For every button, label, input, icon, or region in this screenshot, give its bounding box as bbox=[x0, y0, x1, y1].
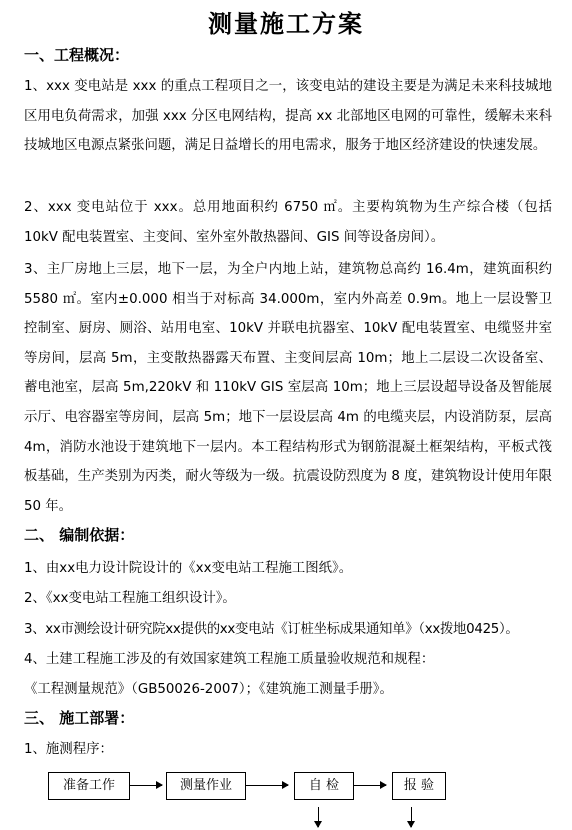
basis-item-5: 《工程测量规范》（GB50026-2007）；《建筑施工测量手册》。 bbox=[24, 682, 393, 697]
flow-step-prepare: 准备工作 bbox=[48, 772, 130, 800]
flow-step-report: 报 验 bbox=[392, 772, 446, 800]
section-heading-basis: 二、 编制依据： bbox=[24, 526, 135, 544]
flow-step-selfcheck: 自 检 bbox=[294, 772, 354, 800]
flow-arrow-down-2 bbox=[411, 807, 412, 827]
overview-paragraph-2: 2、xxx 变电站位于 xxx。总用地面积约 6750 ㎡。主要构筑物为生产综合楼（包括 10kV 配电装置室、主变间、室外室外散热器间、GIS 间等设备房间）。 bbox=[24, 200, 552, 245]
overview-paragraph-1: 1、xxx 变电站是 xxx 的重点工程项目之一，该变电站的建设主要是为满足未来科技城地区用电负荷需求，加强 xxx 分区电网结构，提高 xx 北部地区电网的可靠性，缓解未来科技城地区电源点紧张问题，满足日益增长的用电需求，服务于地区经济建设的快速发展。 bbox=[24, 79, 552, 154]
section-heading-overview: 一、工程概况： bbox=[24, 46, 130, 64]
section-heading-deployment: 三、 施工部署： bbox=[24, 709, 135, 727]
procedure-label: 1、施测程序： bbox=[24, 742, 113, 757]
page-title: 测量施工方案 bbox=[208, 9, 364, 38]
basis-item-4: 4、土建工程施工涉及的有效国家建筑工程施工质量验收规范和规程： bbox=[24, 652, 435, 667]
flow-arrow-3 bbox=[354, 785, 386, 786]
flow-arrow-2 bbox=[246, 785, 288, 786]
flow-arrow-down-1 bbox=[318, 807, 319, 827]
basis-item-2: 2、《xx变电站工程施工组织设计》。 bbox=[24, 591, 236, 606]
flow-step-measure: 测量作业 bbox=[166, 772, 246, 800]
flow-arrow-1 bbox=[130, 785, 162, 786]
overview-paragraph-3: 3、主厂房地上三层，地下一层，为全户内地上站，建筑物总高约 16.4m，建筑面积约 5580 ㎡。室内±0.000 相当于对标高 34.000m，室内外高差 0.9m。地上一层设警卫控制室、厨房、厕浴、站用电室、10kV 并联电抗器室、10kV 配电装置室、电缆竖井室等房间，层高 5m，主变散热器露天布置、主变间层高 10m；地上二层设二次设备室、蓄电池室，层高 5m,220kV 和 110kV GIS 室层高 10m；地上三层设超导设备及智能展示厅、电容器室等房间，层高 5m；地下一层设层高 4m 的电缆夹层，内设消防泵，层高 4m，消防水池设于建筑地下一层内。本工程结构形式为钢筋混凝土框架结构，平板式筏板基础，生产类别为丙类，耐火等级为一级。抗震设防烈度为 8 度，建筑物设计使用年限 50 年。 bbox=[24, 262, 552, 514]
basis-item-1: 1、由xx电力设计院设计的《xx变电站工程施工图纸》。 bbox=[24, 561, 353, 576]
basis-item-3: 3、xx市测绘设计研究院xx提供的xx变电站《订桩坐标成果通知单》（xx拨地0425）。 bbox=[24, 622, 519, 637]
